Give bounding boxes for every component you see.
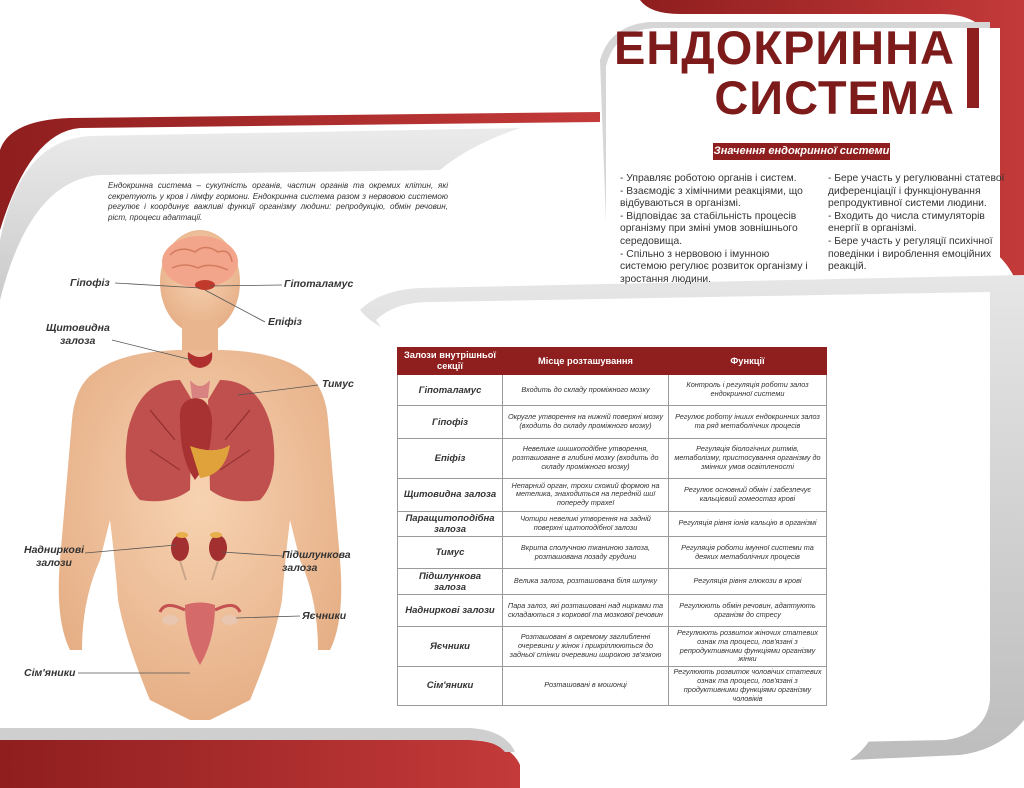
gland-function: Регуляція рівня іонів кальцію в організмі (669, 511, 827, 536)
gland-location: Чотири невеликі утворення на задній поверхні щитоподібної залози (503, 511, 669, 536)
table-row (398, 511, 827, 536)
gland-name: Сім'яники (398, 666, 503, 705)
importance-item: - Спільно з нервовою і імунною системою регулює розвиток організму і зростання людини. (620, 248, 808, 285)
gland-function: Регулюють розвиток чоловічих статевих ознак та процеси, пов'язані з продуктивними функціями організму чоловіків (669, 666, 827, 705)
table-header-function: Функції (669, 348, 827, 375)
gland-location: Округле утворення на нижній поверхні мозку (входить до складу проміжного мозку) (503, 406, 669, 439)
importance-item: - Бере участь у регулюванні статевої диференціації і функціонування репродуктивної системи людини. (828, 173, 1005, 210)
gland-name: Підшлункова залоза (398, 569, 503, 595)
title-accent-bar (967, 28, 979, 108)
gland-location: Вкрита сполучною тканиною залоза, розташована позаду грудини (503, 536, 669, 568)
label-hypophysis: Гіпофіз (70, 277, 110, 289)
gland-function: Регулює роботу інших ендокринних залоз та ряд метаболічних процесів (669, 406, 827, 439)
table-row (398, 595, 827, 627)
table-row (398, 666, 827, 705)
table-row (398, 439, 827, 478)
red-band-bottom (0, 740, 520, 788)
table-row (398, 375, 827, 406)
importance-item: - Управляє роботою органів і систем. (620, 173, 797, 184)
label-epiphysis: Епіфіз (268, 316, 302, 328)
gland-location: Пара залоз, які розташовані над нирками та складаються з коркової та мозкової речовин (503, 595, 669, 627)
page-title-line2: СИСТЕМА (714, 71, 955, 124)
table-row (398, 406, 827, 439)
table-row (398, 569, 827, 595)
table-header-gland: Залози внутрішньої секції (398, 348, 503, 375)
gland-function: Регулює основний обмін і забезпечує кальцієвий гомеостаз крові (669, 478, 827, 511)
page-title-line1: ЕНДОКРИННА (614, 21, 955, 74)
gland-location: Розташовані в окремому заглибленні очеревини у жінок і прикріплюються до задньої стінки очеревини широкою зв'язкою (503, 627, 669, 666)
label-thymus: Тимус (322, 378, 354, 390)
label-ovaries: Яєчники (302, 610, 347, 622)
importance-column-1 (620, 173, 810, 286)
gland-function: Регуляція рівня глюкози в крові (669, 569, 827, 595)
gland-name: Гіпофіз (398, 406, 503, 439)
title-block (614, 14, 985, 124)
gland-name: Яєчники (398, 627, 503, 666)
label-adrenal-1: Надниркові (24, 544, 85, 556)
gland-location: Велика залоза, розташована біля шлунку (503, 569, 669, 595)
table-header-location: Місце розташування (503, 348, 669, 375)
gland-function: Регулюють обмін речовин, адаптують організм до стресу (669, 595, 827, 627)
importance-item: - Входить до числа стимуляторів енергії в організмі. (828, 210, 985, 235)
gland-name: Паращитоподібна залоза (398, 511, 503, 536)
gland-name: Епіфіз (398, 439, 503, 478)
label-testes: Сім'яники (24, 667, 76, 679)
gland-name: Щитовидна залоза (398, 478, 503, 511)
gland-function: Контроль і регуляція роботи залоз ендокринної системи (669, 375, 827, 406)
table-row (398, 627, 827, 666)
importance-heading: Значення ендокринної системи (713, 143, 890, 160)
human-body-illustration (59, 230, 342, 720)
gland-function: Регулюють розвиток жіночих статевих ознак та процеси, пов'язані з репродуктивними функціями організму жінки (669, 627, 827, 666)
table-header-row (398, 348, 827, 375)
label-thyroid-2: залоза (60, 335, 96, 347)
gland-location: Непарний орган, трохи схожий формою на метелика, знаходиться на передній шиї попереду трахеї (503, 478, 669, 511)
gland-name: Надниркові залози (398, 595, 503, 627)
gland-function: Регуляція біологічних ритмів, метаболізму, пристосування організму до змінних умов освітленості (669, 439, 827, 478)
gland-location: Невелике шишкоподібне утворення, розташоване в глибині мозку (входить до складу проміжного мозку) (503, 439, 669, 478)
importance-item: - Взаємодіє з хімічними реакціями, що відбуваються в організмі. (620, 185, 803, 210)
label-adrenal-2: залози (36, 557, 72, 569)
gland-location: Розташовані в мошонці (503, 666, 669, 705)
intro-paragraph: Ендокринна система – сукупність органів, частин органів та окремих клітин, які секретують у кров і лімфу гормони. Ендокринна система разом з нервовою системою регулює і координує важливі функції організму людини: репродукцію, обмін речовин, ріст, процеси адаптації. (108, 181, 448, 222)
gland-function: Регуляція роботи імунної системи та деяких метаболічних процесів (669, 536, 827, 568)
gland-name: Гіпоталамус (398, 375, 503, 406)
table-row (398, 536, 827, 568)
gland-location: Входить до складу проміжного мозку (503, 375, 669, 406)
label-pancreas-2: залоза (282, 562, 318, 574)
label-hypothalamus: Гіпоталамус (284, 278, 354, 290)
importance-item: - Відповідає за стабільність процесів організму при зміні умов зовнішнього середовища. (620, 210, 798, 247)
importance-item: - Бере участь у регуляції психічної поведінки і вироблення емоційних реакцій. (828, 235, 993, 273)
table-row (398, 478, 827, 511)
label-pancreas-1: Підшлункова (282, 549, 351, 561)
gland-table (397, 347, 827, 706)
gland-name: Тимус (398, 536, 503, 568)
label-thyroid-1: Щитовидна (46, 322, 110, 334)
importance-column-2 (828, 173, 1013, 274)
